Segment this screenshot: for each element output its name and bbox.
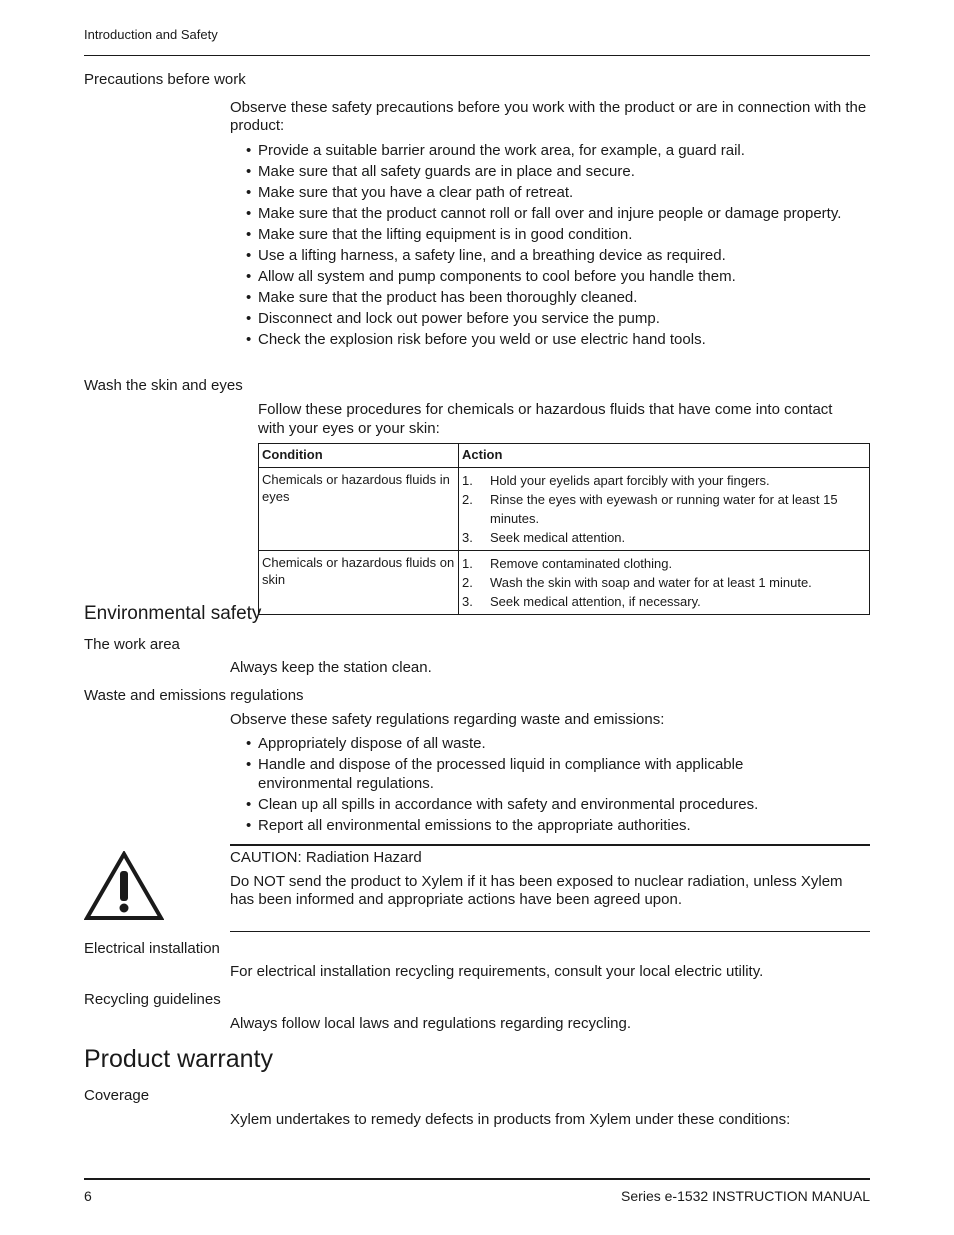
table-header-action: Action (459, 444, 870, 468)
recycling-text: Always follow local laws and regulations regarding recycling. (230, 1015, 632, 1032)
action-step (462, 490, 866, 528)
wash-table (258, 443, 870, 615)
table-row (259, 468, 870, 551)
action-step (462, 471, 866, 490)
list-item: • Appropriately dispose of all waste. (246, 734, 806, 753)
step-text: Seek medical attention, if necessary. (490, 594, 701, 609)
table-row (259, 551, 870, 615)
list-item: • Handle and dispose of the processed liquid in compliance with applicable environmental regulations. (246, 755, 806, 793)
environmental-heading: Environmental safety (84, 603, 262, 624)
caution-text: Do NOT send the product to Xylem if it has been exposed to nuclear radiation, unless Xylem has been informed and appropriate actions have been agreed upon. (230, 873, 843, 908)
step-number: 2. (462, 575, 473, 590)
action-step (462, 592, 866, 611)
wash-intro: Follow these procedures for chemicals or hazardous fluids that have come into contact with your eyes or your skin: (258, 401, 833, 437)
electrical-heading: Electrical installation (84, 940, 220, 957)
waste-intro: Observe these safety regulations regarding waste and emissions: (230, 711, 665, 728)
list-item: • Report all environmental emissions to the appropriate authorities. (246, 816, 806, 835)
step-text: Rinse the eyes with eyewash or running water for at least 15 minutes. (490, 492, 838, 526)
precautions-list (246, 141, 856, 351)
action-step (462, 528, 866, 547)
action-cell (459, 551, 870, 615)
condition-cell: Chemicals or hazardous fluids in eyes (259, 468, 459, 551)
step-number: 3. (462, 594, 473, 609)
step-text: Seek medical attention. (490, 530, 626, 545)
step-number: 1. (462, 473, 473, 488)
step-number: 2. (462, 492, 473, 507)
list-item: • Provide a suitable barrier around the work area, for example, a guard rail. (246, 141, 856, 160)
list-item: • Make sure that the product has been thoroughly cleaned. (246, 288, 856, 307)
electrical-text: For electrical installation recycling requirements, consult your local electric utility. (230, 963, 764, 980)
table-header-condition: Condition (259, 444, 459, 468)
warranty-heading: Product warranty (84, 1045, 273, 1073)
recycling-heading: Recycling guidelines (84, 991, 221, 1008)
step-number: 1. (462, 556, 473, 571)
caution-bottom-rule (230, 931, 870, 932)
warning-triangle-icon (84, 851, 164, 921)
list-item: • Allow all system and pump components to cool before you handle them. (246, 267, 856, 286)
page-number: 6 (84, 1188, 92, 1204)
list-item: • Make sure that the lifting equipment is in good condition. (246, 225, 856, 244)
work-area-text: Always keep the station clean. (230, 659, 432, 676)
caution-title: CAUTION: Radiation Hazard (230, 849, 422, 866)
footer-rule (84, 1178, 870, 1180)
coverage-text: Xylem undertakes to remedy defects in products from Xylem under these conditions: (230, 1111, 791, 1128)
action-step (462, 554, 866, 573)
work-area-heading: The work area (84, 636, 180, 653)
list-item: • Disconnect and lock out power before you service the pump. (246, 309, 856, 328)
waste-list (246, 734, 806, 837)
step-text: Remove contaminated clothing. (490, 556, 673, 571)
waste-heading: Waste and emissions regulations (84, 687, 304, 704)
list-item: • Make sure that the product cannot roll or fall over and injure people or damage property. (246, 204, 856, 223)
step-text: Wash the skin with soap and water for at least 1 minute. (490, 575, 812, 590)
manual-title: Series e-1532 INSTRUCTION MANUAL (621, 1188, 870, 1204)
header-rule (84, 55, 870, 56)
list-item: • Check the explosion risk before you weld or use electric hand tools. (246, 330, 856, 349)
caution-top-rule (230, 844, 870, 846)
list-item: • Make sure that you have a clear path of retreat. (246, 183, 856, 202)
list-item: • Clean up all spills in accordance with safety and environmental procedures. (246, 795, 806, 814)
action-step (462, 573, 866, 592)
action-cell (459, 468, 870, 551)
precautions-intro: Observe these safety precautions before you work with the product or are in connection with the product: (230, 99, 867, 134)
list-item: • Make sure that all safety guards are in place and secure. (246, 162, 856, 181)
wash-heading: Wash the skin and eyes (84, 377, 243, 394)
list-item: • Use a lifting harness, a safety line, and a breathing device as required. (246, 246, 856, 265)
condition-cell: Chemicals or hazardous fluids on skin (259, 551, 459, 615)
step-number: 3. (462, 530, 473, 545)
step-text: Hold your eyelids apart forcibly with your fingers. (490, 473, 770, 488)
running-header: Introduction and Safety (84, 27, 218, 42)
precautions-heading: Precautions before work (84, 71, 246, 88)
coverage-heading: Coverage (84, 1087, 150, 1104)
